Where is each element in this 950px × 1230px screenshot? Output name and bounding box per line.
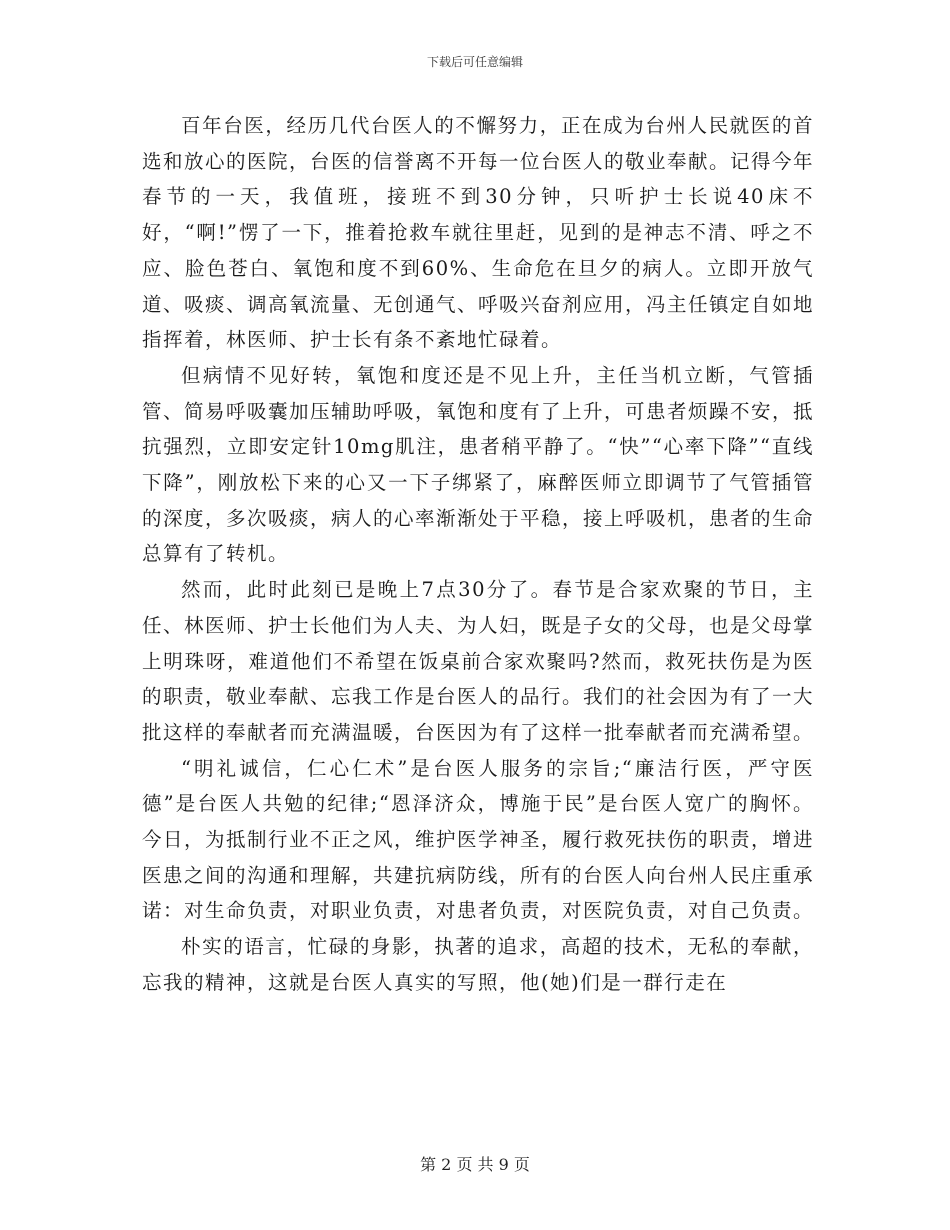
paragraph: 然而，此时此刻已是晚上7点30分了。春节是合家欢聚的节日，主任、林医师、护士长他们为人夫、为人妇，既是子女的父母，也是父母掌上明珠呀，难道他们不希望在饭桌前合家欢聚吗?然而，救死扶伤是为医的职责，敬业奉献、忘我工作是台医人的品行。我们的社会因为有了一大批这样的奉献者而充满温暖，台医因为有了这样一批奉献者而充满希望。: [142, 578, 815, 744]
page-header: 下载后可任意编辑: [426, 55, 523, 69]
paragraph: 朴实的语言，忙碌的身影，执著的追求，高超的技术，无私的奉献，忘我的精神，这就是台医人真实的写照，他(她)们是一群行走在: [142, 935, 814, 994]
document-body: [142, 108, 814, 1001]
paragraph: 百年台医，经历几代台医人的不懈努力，正在成为台州人民就医的首选和放心的医院，台医的信誉离不开每一位台医人的敬业奉献。记得今年春节的一天，我值班，接班不到30分钟，只听护士长说40床不好，“啊!”愣了一下，推着抢救车就往里赶，见到的是神志不清、呼之不应、脸色苍白、氧饱和度不到60%、生命危在旦夕的病人。立即开放气道、吸痰、调高氧流量、无创通气、呼吸兴奋剂应用，冯主任镇定自如地指挥着，林医师、护士长有条不紊地忙碌着。: [142, 114, 815, 352]
page-number-footer: 第 2 页 共 9 页: [420, 1155, 530, 1174]
paragraph: “明礼诚信，仁心仁术”是台医人服务的宗旨;“廉洁行医，严守医德”是台医人共勉的纪律;“恩泽济众，博施于民”是台医人宽广的胸怀。今日，为抵制行业不正之风，维护医学神圣，履行救死扶伤的职责，增进医患之间的沟通和理解，共建抗病防线，所有的台医人向台州人民庄重承诺：对生命负责，对职业负责，对患者负责，对医院负责，对自己负责。: [142, 756, 815, 923]
paragraph: 但病情不见好转，氧饱和度还是不见上升，主任当机立断，气管插管、简易呼吸囊加压辅助呼吸，氧饱和度有了上升，可患者烦躁不安，抵抗强烈，立即安定针10mg肌注，患者稍平静了。“快”“心率下降”“直线下降”，刚放松下来的心又一下子绑紧了，麻醉医师立即调节了气管插管的深度，多次吸痰，病人的心率渐渐处于平稳，接上呼吸机，患者的生命总算有了转机。: [142, 363, 815, 566]
